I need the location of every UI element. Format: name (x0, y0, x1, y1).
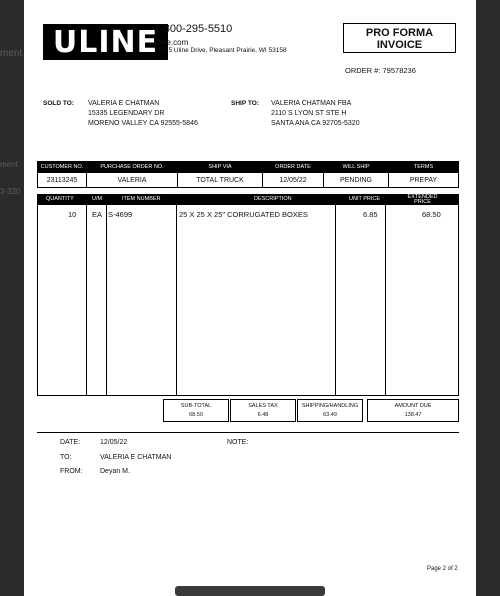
col-header: EXTENDED PRICE (407, 194, 438, 205)
document-title-box (343, 23, 456, 53)
sold-to-address (88, 99, 198, 129)
col-header: TERMS (389, 162, 459, 173)
amount-due-label: AMOUNT DUE (394, 403, 432, 409)
column-divider (176, 205, 177, 395)
col-header: QUANTITY (46, 196, 74, 202)
order-number: ORDER #: 79578236 (345, 66, 416, 75)
col-header: CUSTOMER NO. (38, 162, 87, 173)
amount-due-box (367, 399, 459, 422)
background-text: ment (0, 48, 23, 59)
col-header: UNIT PRICE (349, 196, 381, 202)
pdf-page-toolbar[interactable] (175, 586, 325, 596)
background-text: 3-320 (0, 187, 21, 196)
footer-date-label: DATE: (60, 439, 81, 446)
sold-to-line2: MORENO VALLEY CA 92555-5846 (88, 120, 198, 127)
order-date: 12/05/22 (263, 173, 324, 188)
subtotal-value: 68.50 (189, 412, 203, 418)
invoice-page (24, 0, 476, 596)
column-divider (335, 205, 336, 395)
column-divider (385, 205, 386, 395)
amount-due-value: 138.47 (404, 412, 422, 418)
item-number: S-4699 (108, 210, 133, 219)
terms: PREPAY (389, 173, 459, 188)
sold-to-line1: 15335 LEGENDARY DR (88, 110, 165, 117)
document-title: PRO FORMA (365, 27, 434, 39)
col-header: U/M (92, 196, 103, 202)
subtotal-label: SUB-TOTAL (180, 403, 212, 409)
document-subtitle: INVOICE (376, 39, 423, 51)
ship-via: TOTAL TRUCK (178, 173, 263, 188)
items-table (37, 194, 459, 396)
ship-to-label: SHIP TO: (231, 100, 259, 107)
shipping-label: SHIPPING/HANDLING (301, 403, 359, 409)
company-phone: 1-800-295-5510 (154, 23, 233, 35)
order-info-header (38, 162, 459, 173)
item-extended-price: 68.50 (422, 210, 441, 219)
company-address: 12575 Uline Drive, Pleasant Prairie, WI 53158 (154, 47, 287, 54)
po-no: VALERIA (87, 173, 178, 188)
item-um: EA (92, 210, 103, 219)
sales-tax-value: 6.48 (257, 412, 269, 418)
shipping-value: 63.49 (323, 412, 337, 418)
sales-tax-label: SALES TAX (248, 403, 278, 409)
col-header: SHIP VIA (178, 162, 263, 173)
items-header (38, 195, 458, 205)
column-divider (86, 205, 87, 395)
will-ship: PENDING (324, 173, 389, 188)
column-divider (106, 205, 107, 395)
sold-to-label: SOLD TO: (43, 100, 74, 107)
sales-tax-box (230, 399, 296, 422)
background-text: ment (0, 160, 18, 169)
subtotal-box (163, 399, 229, 422)
footer-from: Deyan M. (100, 468, 130, 475)
ship-to-line2: SANTA ANA CA 92705-5320 (271, 120, 360, 127)
col-header: PURCHASE ORDER NO. (87, 162, 178, 173)
customer-no: 23113245 (38, 173, 87, 188)
ship-to-name: VALERIA CHATMAN FBA (271, 100, 352, 107)
col-header: ORDER DATE (263, 162, 324, 173)
order-info-table (37, 161, 459, 188)
footer-from-label: FROM: (60, 468, 83, 475)
item-unit-price: 6.85 (363, 210, 378, 219)
divider (37, 432, 459, 433)
footer-note-label: NOTE: (227, 439, 249, 446)
footer-date: 12/05/22 (100, 439, 128, 446)
shipping-box (297, 399, 363, 422)
ship-to-address (271, 99, 360, 129)
sold-to-name: VALERIA E CHATMAN (88, 100, 160, 107)
item-description: 25 X 25 X 25" CORRUGATED BOXES (179, 210, 308, 219)
footer-to: VALERIA E CHATMAN (100, 454, 172, 461)
col-header: ITEM NUMBER (122, 196, 161, 202)
ship-to-line1: 2110 S LYON ST STE H (271, 110, 347, 117)
order-info-row (38, 173, 459, 188)
footer-to-label: TO: (60, 454, 72, 461)
item-quantity: 10 (68, 210, 77, 219)
company-website: uline.com (154, 38, 189, 47)
page-number: Page 2 of 2 (427, 566, 458, 572)
col-header: WILL SHIP (324, 162, 389, 173)
uline-logo: ULINE (43, 24, 168, 60)
col-header: DESCRIPTION (254, 196, 292, 202)
